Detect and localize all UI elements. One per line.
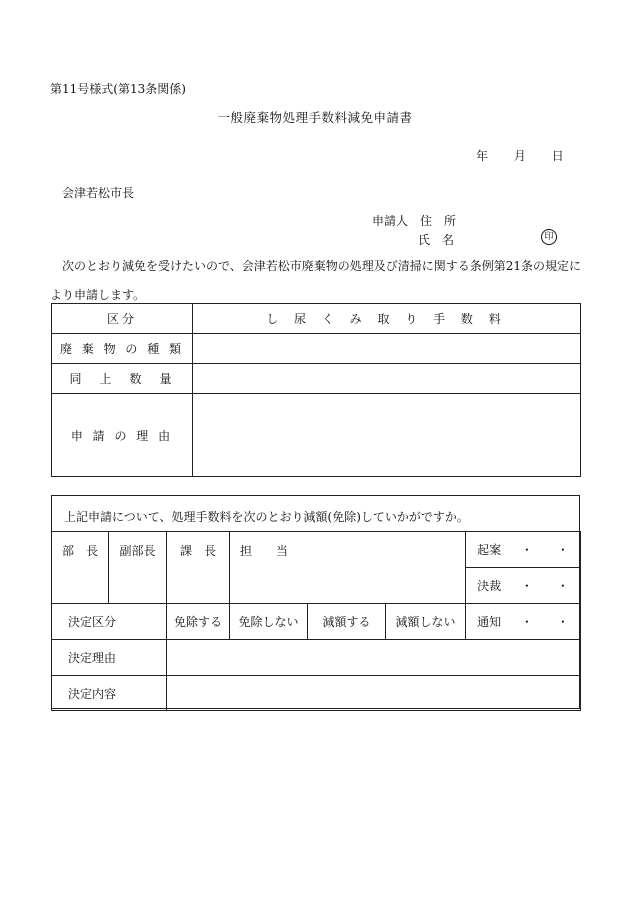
role-section-chief: 課 長 xyxy=(167,532,230,604)
approved-cell xyxy=(466,568,581,604)
reason-field[interactable] xyxy=(193,394,581,477)
decision-type-label: 決定区分 xyxy=(52,604,167,640)
applicant-address-label: 申請人 住 所 xyxy=(372,214,457,228)
date-day: 日 xyxy=(551,149,564,163)
fee-type: し 尿 く み 取 り 手 数 料 xyxy=(193,304,581,334)
form-number: 第11号様式(第13条関係) xyxy=(50,82,186,96)
quantity-label: 同 上 数 量 xyxy=(52,364,193,394)
decision-content-label: 決定内容 xyxy=(52,676,167,711)
decision-intro: 上記申請について、処理手数料を次のとおり減額(免除)していかがですか。 xyxy=(64,510,469,524)
applicant-name-label: 氏 名 xyxy=(418,233,455,247)
option-exempt[interactable]: 免除する xyxy=(167,604,230,640)
reason-label: 申 請 の 理 由 xyxy=(52,394,193,477)
date-year: 年 xyxy=(476,149,489,163)
notify-date: ・ ・ xyxy=(520,615,569,629)
drafted-label: 起案 xyxy=(477,543,502,557)
drafted-date: ・ ・ xyxy=(520,543,569,557)
application-table xyxy=(51,303,581,477)
option-not-reduce[interactable]: 減額しない xyxy=(386,604,466,640)
role-deputy-director: 副部長 xyxy=(109,532,167,604)
decision-table xyxy=(51,531,581,711)
decision-reason-label: 決定理由 xyxy=(52,640,167,676)
role-staff: 担 当 xyxy=(230,532,466,604)
notify-label: 通知 xyxy=(477,615,502,629)
waste-type-field[interactable] xyxy=(193,334,581,364)
addressee: 会津若松市長 xyxy=(62,186,135,200)
decision-box xyxy=(51,495,580,709)
option-reduce[interactable]: 減額する xyxy=(308,604,386,640)
decision-content-field[interactable] xyxy=(167,676,581,711)
category-label: 区分 xyxy=(52,304,193,334)
seal-icon: 印 xyxy=(541,229,557,245)
approved-label: 決裁 xyxy=(477,579,502,593)
date-line xyxy=(476,147,586,164)
role-director: 部 長 xyxy=(52,532,109,604)
approved-date: ・ ・ xyxy=(520,579,569,593)
waste-type-label: 廃 棄 物 の 種 類 xyxy=(52,334,193,364)
drafted-cell xyxy=(466,532,581,568)
body-text: 次のとおり減免を受けたいので、会津若松市廃棄物の処理及び清掃に関する条例第21条の規定により申請します。 xyxy=(50,259,582,302)
quantity-field[interactable] xyxy=(193,364,581,394)
option-not-exempt[interactable]: 免除しない xyxy=(230,604,308,640)
date-month: 月 xyxy=(513,149,526,163)
decision-reason-field[interactable] xyxy=(167,640,581,676)
document-title: 一般廃棄物処理手数料減免申請書 xyxy=(217,110,413,125)
notify-cell xyxy=(466,604,581,640)
